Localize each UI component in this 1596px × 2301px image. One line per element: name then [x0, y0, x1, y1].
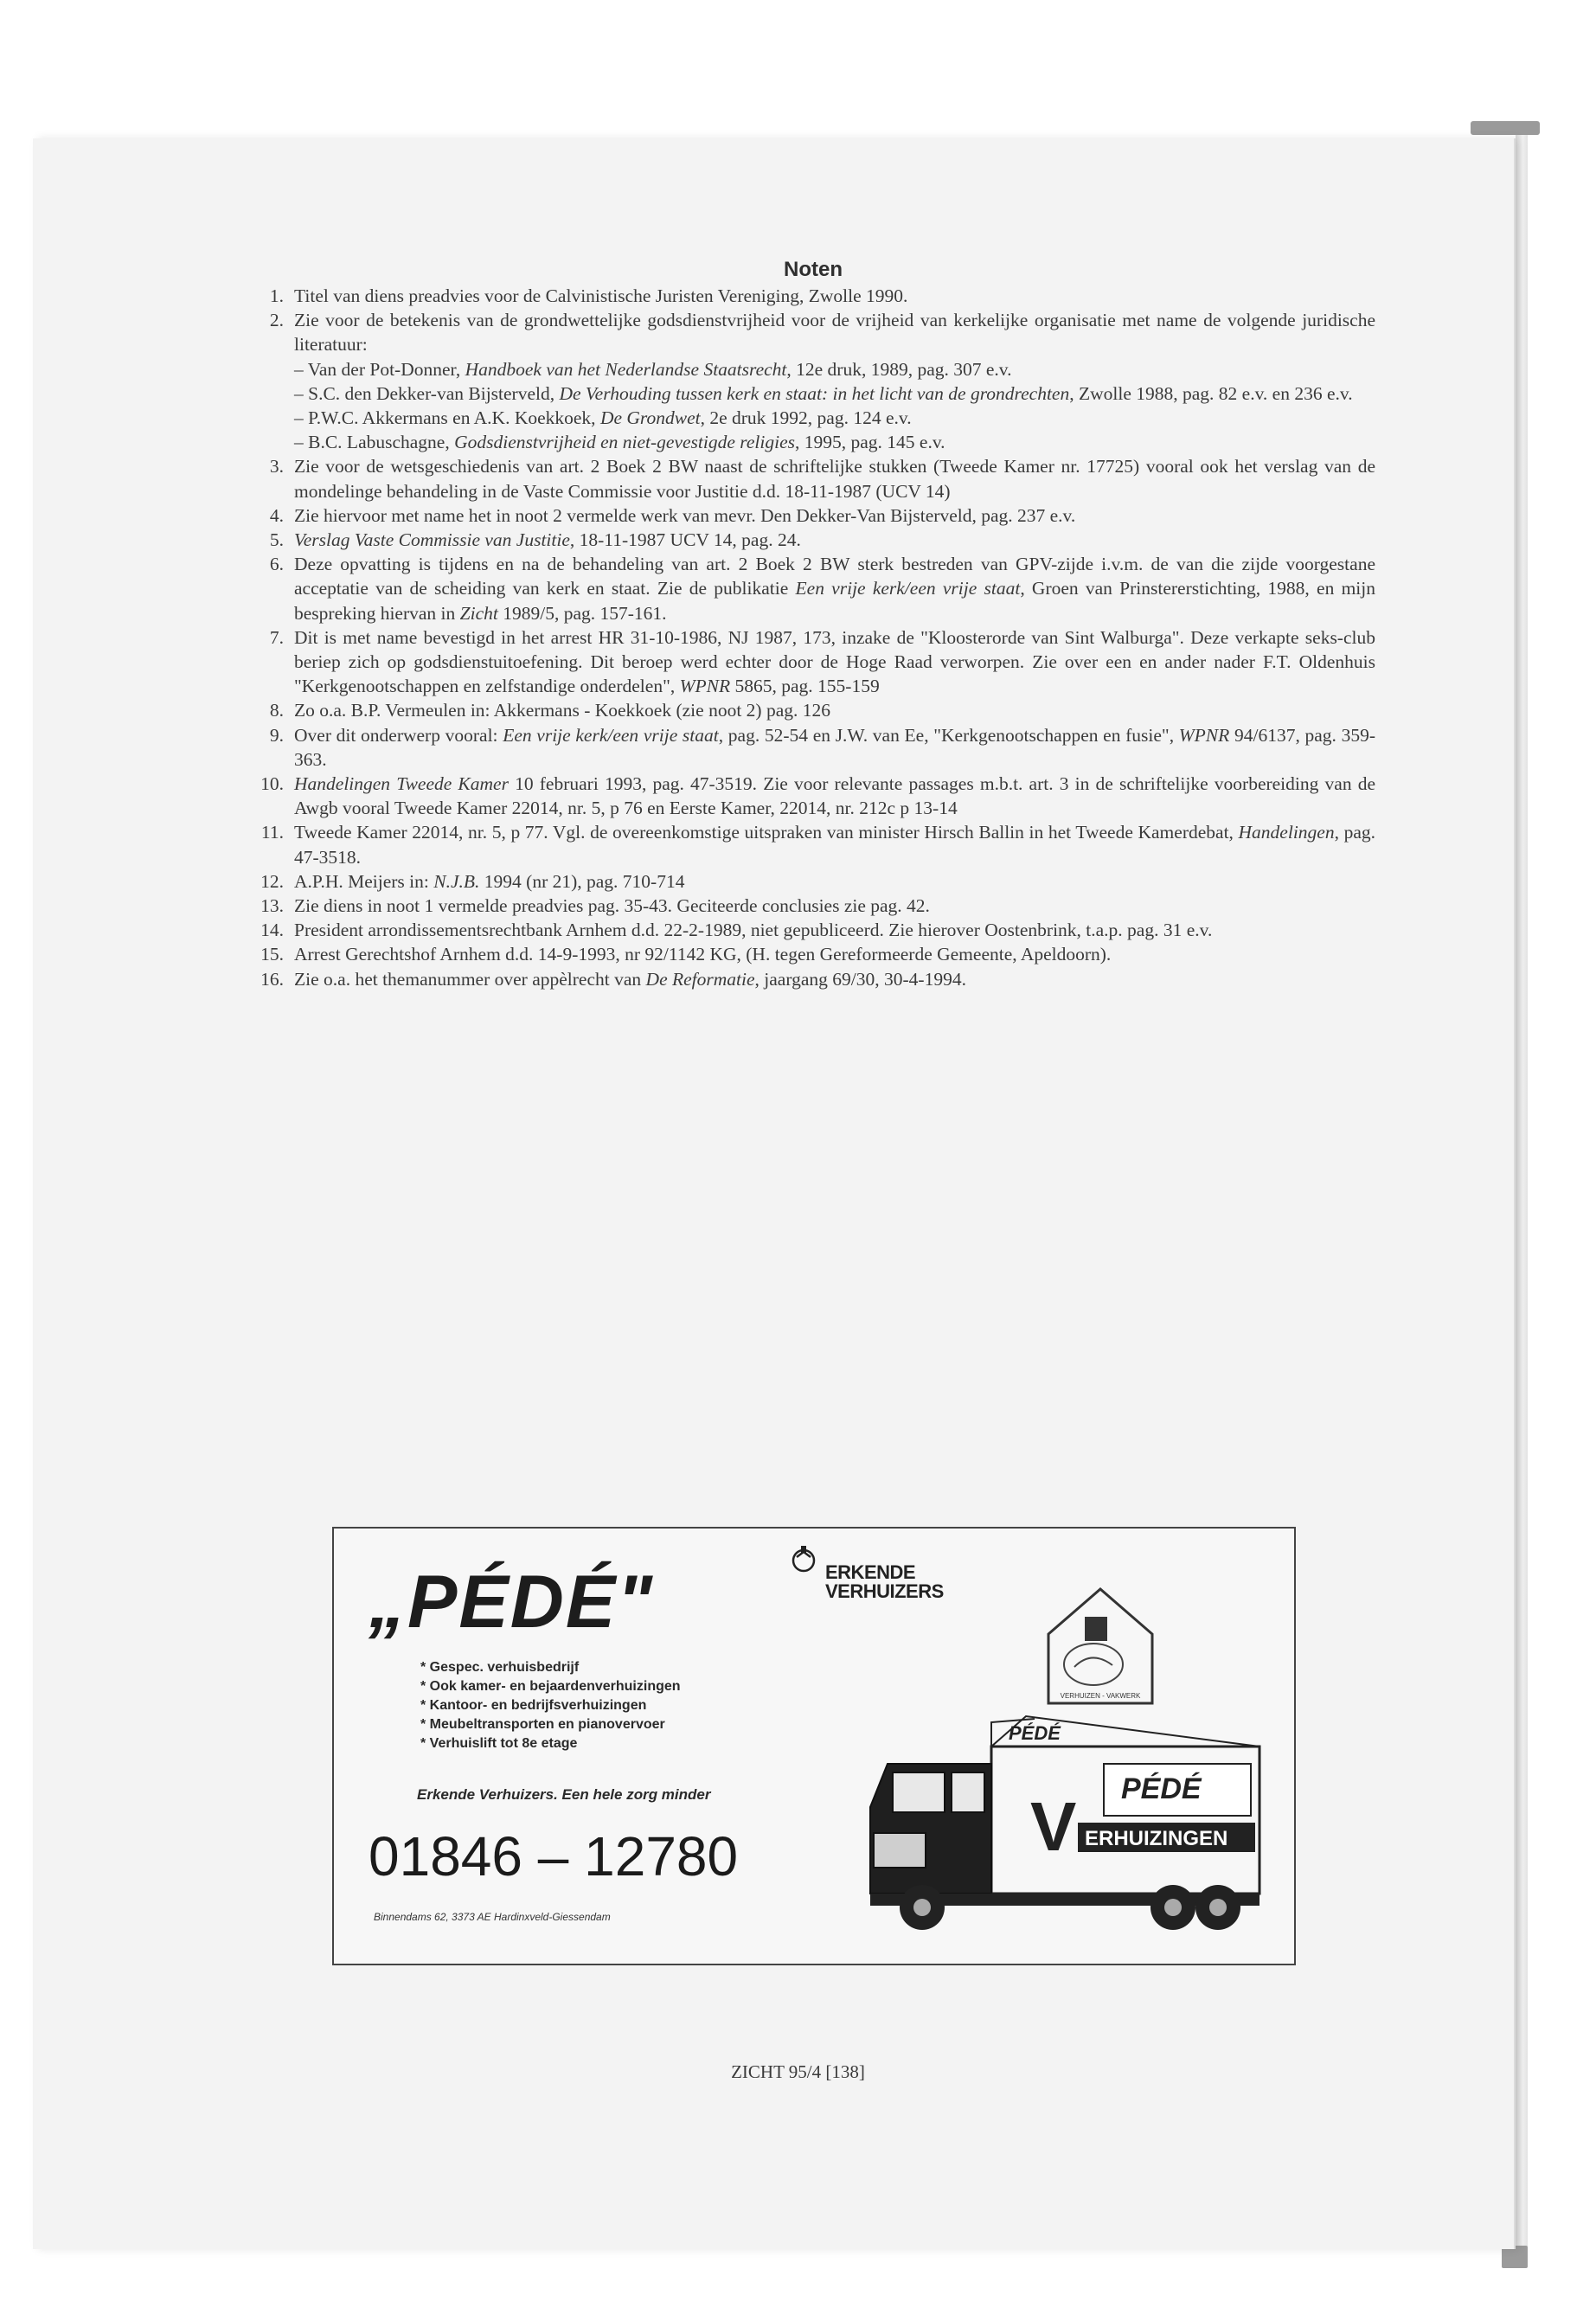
note-number: 14.	[260, 920, 284, 941]
note-item	[251, 454, 1375, 503]
note-italic-text: De Reformatie	[645, 968, 755, 990]
house-label: VERHUIZEN - VAKWERK	[1060, 1692, 1141, 1700]
note-item	[251, 308, 1375, 454]
note-text-fragment: , 1995, pag. 145 e.v.	[794, 432, 945, 453]
erkende-line-2: VERHUIZERS	[825, 1580, 944, 1602]
note-item	[251, 820, 1375, 868]
note-item	[251, 918, 1375, 942]
page-footer: ZICHT 95/4 [138]	[731, 2061, 865, 2082]
note-text-fragment: , pag. 52-54 en J.W. van Ee, "Kerkgenootschappen en fusie",	[718, 724, 1179, 746]
note-item	[251, 772, 1375, 820]
note-item	[251, 894, 1375, 918]
note-item	[251, 284, 1375, 308]
note-text-fragment: 1994 (nr 21), pag. 710-714	[479, 870, 685, 892]
note-sub-item	[294, 357, 1375, 381]
house-keyring-icon	[1040, 1582, 1161, 1712]
note-italic-text: De Grondwet	[599, 407, 701, 429]
note-number: 1.	[269, 285, 284, 306]
note-text	[294, 895, 930, 916]
note-number: 16.	[260, 968, 284, 990]
moving-truck-illustration	[862, 1712, 1268, 1945]
note-number: 11.	[260, 822, 284, 843]
note-number: 8.	[269, 700, 284, 721]
note-text-fragment: 10 februari 1993, pag. 47-3519. Zie voor relevante passages m.b.t. art. 3 in de schriftelijke voorbereiding van de Awgb vooral Tweede Kamer 22014, nr. 5, p 76 en Eerste Kamer, 22014, nr. 212c p 13-14	[294, 773, 1376, 819]
note-number: 12.	[260, 870, 284, 892]
note-text-fragment: Over dit onderwerp vooral:	[294, 724, 503, 746]
note-text-fragment: Titel van diens preadvies voor de Calvinistische Juristen Vereniging, Zwolle 1990.	[294, 285, 908, 306]
truck-v-letter: V	[1030, 1788, 1077, 1865]
note-text-fragment: , jaargang 69/30, 30-4-1994.	[754, 968, 966, 990]
note-item	[251, 723, 1375, 772]
truck-roof-brand: PÉDÉ	[1009, 1722, 1061, 1744]
note-italic-text: Handelingen	[1238, 822, 1335, 843]
erkende-logo-icon	[789, 1544, 818, 1574]
note-italic-text: Verslag Vaste Commissie van Justitie	[294, 529, 570, 551]
note-text-fragment: Zie voor de betekenis van de grondwettelijke godsdienstvrijheid voor de vrijheid van kerkelijke organisatie met name de volgende juridische literatuur:	[294, 310, 1375, 356]
note-text-fragment: Zie voor de wetsgeschiedenis van art. 2 Boek 2 BW naast de schriftelijke stukken (Tweede Kamer nr. 17725) vooral ook het verslag van de mondelinge behandeling in de Vaste Commissie voor Justitie d.d. 18-11-1987 (UCV 14)	[294, 456, 1375, 502]
note-text-fragment: – B.C. Labuschagne,	[294, 432, 455, 453]
note-item	[251, 967, 1375, 991]
erkende-verhuizers-badge	[792, 1563, 944, 1601]
note-text-fragment: – P.W.C. Akkermans en A.K. Koekkoek,	[294, 407, 600, 429]
notes-list	[251, 284, 1375, 991]
notes-title: Noten	[784, 258, 843, 281]
note-text-fragment: A.P.H. Meijers in:	[294, 870, 434, 892]
note-text-fragment: , 12e druk, 1989, pag. 307 e.v.	[786, 358, 1012, 380]
note-text-fragment: 94/6137, pag. 359-363.	[294, 724, 1375, 770]
note-text-fragment: , Groen van Prinstererstichting, 1988, en mijn bespreking hiervan in	[294, 578, 1375, 624]
note-text	[294, 700, 830, 721]
note-text-fragment: Zie diens in noot 1 vermelde preadvies pag. 35-43. Geciteerde conclusies zie pag. 42.	[294, 895, 930, 917]
note-text-fragment: President arrondissementsrechtbank Arnhem d.d. 22-2-1989, niet gepubliceerd. Zie hierover Oostenbrink, t.a.p. pag. 31 e.v.	[294, 920, 1213, 941]
note-italic-text: Handboek van het Nederlandse Staatsrecht	[465, 358, 787, 380]
note-text	[294, 554, 1375, 623]
note-text-fragment: Deze opvatting is tijdens en na de behandeling van art. 2 Boek 2 BW sterk bestreden van GPV-zijde i.v.m. de van die zijde voorgestane acceptatie van de scheiding van kerk en staat. Zie de publikatie	[294, 554, 1375, 599]
note-sub-item	[294, 406, 1375, 430]
note-text	[294, 529, 801, 550]
note-text-fragment: Dit is met name bevestigd in het arrest HR 31-10-1986, NJ 1987, 173, inzake de "Kloosterorde van Sint Walburga". Deze verkapte seks-club beriep zich op godsdienstuitoefening. Dit beroep werd echter door de Hoge Raad verworpen. Zie over een en ander nader F.T. Oldenhuis "Kerkgenootschappen en zelfstandige onderdelen",	[294, 626, 1375, 697]
note-number: 9.	[269, 724, 284, 746]
advertisement	[332, 1527, 1296, 1965]
note-number: 6.	[269, 554, 284, 575]
note-text	[294, 456, 1375, 501]
note-item	[251, 503, 1375, 528]
note-text-fragment: , 18-11-1987 UCV 14, pag. 24.	[569, 529, 801, 551]
note-text-fragment: – Van der Pot-Donner,	[294, 358, 465, 380]
note-text-fragment: Tweede Kamer 22014, nr. 5, p 77. Vgl. de overeenkomstige uitspraken van minister Hirsch Ballin in het Tweede Kamerdebat,	[294, 822, 1239, 843]
note-text-fragment: Zie o.a. het themanummer over appèlrecht van	[294, 968, 646, 990]
service-item: * Kantoor- en bedrijfsverhuizingen	[420, 1696, 681, 1715]
service-item: * Ook kamer- en bejaardenverhuizingen	[420, 1677, 681, 1696]
note-text-fragment: 5865, pag. 155-159	[730, 676, 880, 697]
note-text	[294, 969, 966, 990]
note-text	[294, 285, 907, 306]
note-text-fragment: Zo o.a. B.P. Vermeulen in: Akkermans - Koekkoek (zie noot 2) pag. 126	[294, 700, 830, 721]
note-italic-text: De Verhouding tussen kerk en staat: in het licht van de grondrechten	[559, 382, 1070, 404]
note-italic-text: Handelingen Tweede Kamer	[294, 773, 509, 795]
note-text	[294, 944, 1111, 965]
note-text	[294, 310, 1375, 355]
note-sub-item	[294, 381, 1375, 406]
note-item	[251, 698, 1375, 722]
note-number: 10.	[260, 773, 284, 795]
note-text	[294, 505, 1075, 526]
note-text	[294, 920, 1212, 940]
services-list	[420, 1658, 681, 1753]
note-number: 2.	[269, 310, 284, 331]
note-text	[294, 822, 1375, 867]
note-number: 5.	[269, 529, 284, 551]
note-item	[251, 625, 1375, 699]
note-text	[294, 773, 1375, 818]
service-item: * Meubeltransporten en pianovervoer	[420, 1715, 681, 1734]
note-text	[294, 627, 1375, 696]
truck-side-text: ERHUIZINGEN	[1085, 1827, 1228, 1850]
note-item	[251, 552, 1375, 625]
binder-spine	[1516, 130, 1528, 2258]
pede-logo: „PÉDÉ"	[369, 1561, 654, 1644]
service-item: * Verhuislift tot 8e etage	[420, 1734, 681, 1753]
note-text-fragment: , 2e druk 1992, pag. 124 e.v.	[700, 407, 912, 429]
note-number: 15.	[260, 944, 284, 965]
ad-phone-number: 01846 – 12780	[369, 1825, 739, 1888]
note-italic-text: N.J.B.	[433, 870, 480, 892]
note-text-fragment: – S.C. den Dekker-van Bijsterveld,	[294, 382, 560, 404]
ad-address: Binnendams 62, 3373 AE Hardinxveld-Giessendam	[374, 1911, 611, 1923]
note-italic-text: WPNR	[679, 676, 731, 697]
truck-side-brand: PÉDÉ	[1121, 1772, 1202, 1805]
note-text-fragment: Zie hiervoor met name het in noot 2 vermelde werk van mevr. Den Dekker-Van Bijsterveld, pag. 237 e.v.	[294, 504, 1076, 526]
note-item	[251, 528, 1375, 552]
note-italic-text: Een vrije kerk/een vrije staat	[795, 578, 1021, 599]
note-text-fragment: 1989/5, pag. 157-161.	[497, 602, 667, 624]
note-italic-text: Een vrije kerk/een vrije staat	[503, 724, 719, 746]
service-item: * Gespec. verhuisbedrijf	[420, 1658, 681, 1677]
note-item	[251, 942, 1375, 966]
note-text-fragment: , Zwolle 1988, pag. 82 e.v. en 236 e.v.	[1069, 382, 1353, 404]
note-number: 13.	[260, 895, 284, 917]
note-number: 7.	[269, 626, 284, 648]
note-italic-text: Zicht	[459, 602, 498, 624]
binder-clip-top	[1471, 121, 1540, 135]
note-text	[294, 871, 684, 892]
note-item	[251, 869, 1375, 894]
note-text-fragment: Arrest Gerechtshof Arnhem d.d. 14-9-1993, nr 92/1142 KG, (H. tegen Gereformeerde Gemeente, Apeldoorn).	[294, 944, 1112, 965]
erkende-line-1: ERKENDE	[825, 1561, 916, 1583]
note-text-fragment: , pag. 47-3518.	[294, 822, 1375, 868]
note-italic-text: Godsdienstvrijheid en niet-gevestigde religies	[454, 432, 795, 453]
note-italic-text: WPNR	[1178, 724, 1230, 746]
note-text	[294, 725, 1375, 770]
ad-tagline: Erkende Verhuizers. Een hele zorg minder	[417, 1786, 711, 1803]
note-number: 4.	[269, 504, 284, 526]
note-sub-item	[294, 430, 1375, 454]
note-number: 3.	[269, 456, 284, 478]
